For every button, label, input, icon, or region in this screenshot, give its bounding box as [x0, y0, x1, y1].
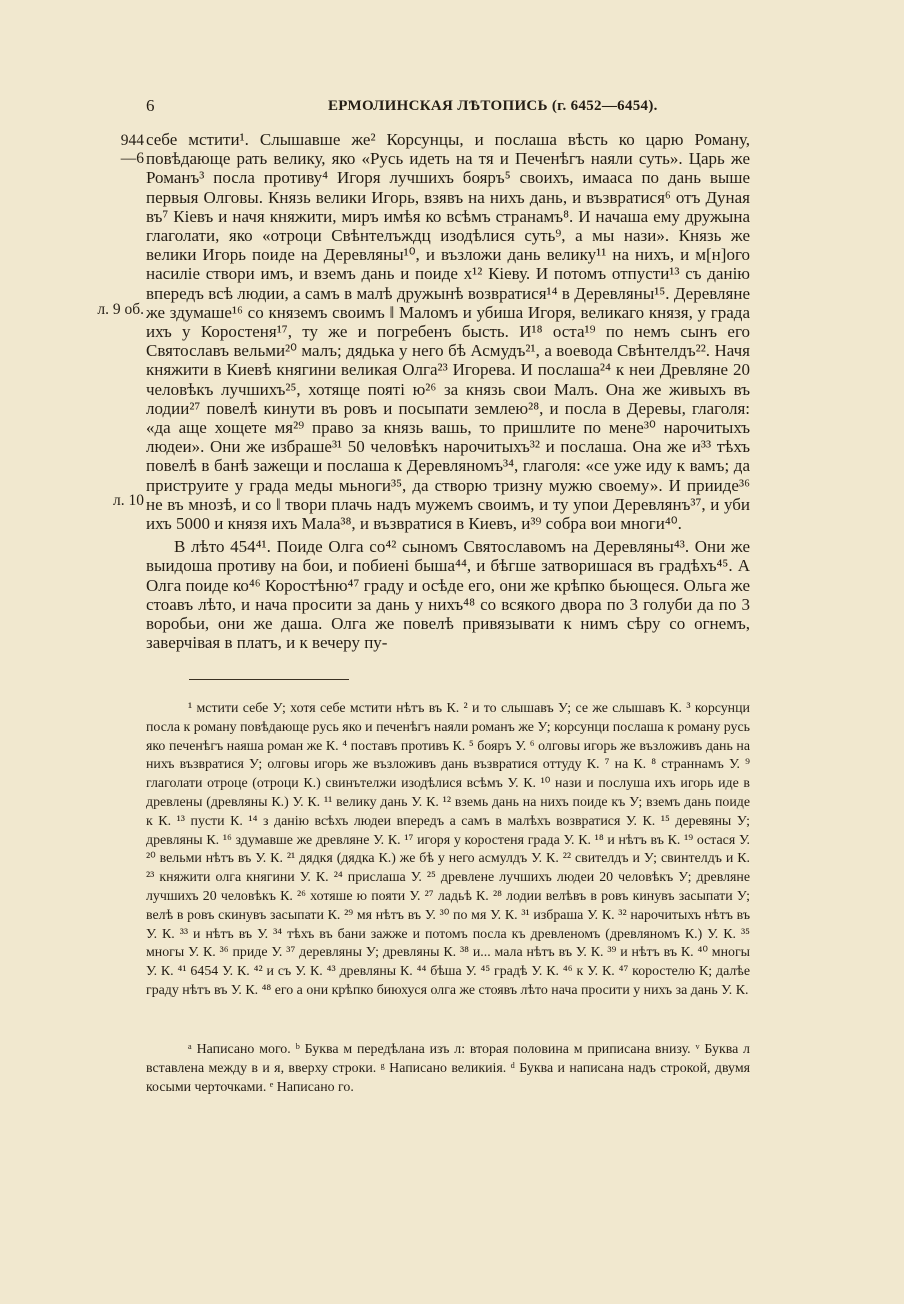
page-number: 6: [146, 96, 155, 115]
margin-dash-note: —6: [120, 150, 144, 167]
margin-year-note: 944: [120, 132, 144, 149]
editorial-footnotes: ᵃ Написано мого. ᵇ Буква м передѣлана изъ л: вторая половина м приписана внизу. ᵛ Буква л вставлена между в и я, вверху строки. ᵍ Написано великиія. ᵈ Буква и написана надъ строкой, двумя косыми черточками. ᵉ Написано го.: [146, 1042, 750, 1095]
footnote-separator: [189, 679, 349, 680]
body-paragraph-2: В лѣто 454⁴¹. Поиде Олга со⁴² сыномъ Святославомъ на Деревляны⁴³. Они же выидоша противу на бои, и побиені быша⁴⁴, и бѣгше затворишася въ градѣхъ⁴⁵. А Олга поиде ко⁴⁶ Коростѣню⁴⁷ граду и осѣде его, они же крѣпко бьющеся. Ольга же стоавъ лѣто, и нача просити за дань у нихъ⁴⁸ со всякого двора по 3 голуби да по 3 воробьи, они же даша. Олга же повелѣ привязывати к нимъ сѣру со огнемъ, заверчівая в платъ, и к вечеру пу-: [146, 537, 750, 653]
margin-leaf-10: л. 10: [113, 492, 144, 509]
main-text: [146, 130, 750, 652]
running-head: ЕРМОЛИНСКАЯ ЛѢТОПИСЬ (г. 6452—6454).: [328, 98, 658, 114]
body-paragraph-1: себе мстити¹. Слышавше же² Корсунцы, и послаша вѣсть ко царю Роману, повѣдающе рать велику, яко «Русь идеть на тя и Печенѣгъ наяли суть». Царь же Романъ³ посла противу⁴ Игоря лучшихъ бояръ⁵ своихъ, имааса по дань выше первыя Олговы. Князь велики Игорь, взявъ на нихъ дань, и възвратися⁶ отъ Дуная въ⁷ Кіевъ и начя княжити, миръ имѣя ко всѣмъ странамъ⁸. И начаша ему дружына глаголати, яко «отроци Свѣнтелъждц изодѣлися суть⁹, а мы нази». Князь же велики Игорь поиде на Деревляны¹⁰, и възложи дань велику¹¹ на нихъ, и м[н]ого насиліе створи имъ, и вземъ дань и поиде х¹² Кіеву. И потомъ отпусти¹³ съ данію впередъ всѣ людии, а самъ в малѣ дружынѣ возвратися¹⁴ в Деревляны¹⁵. Деревляне же здумаше¹⁶ со княземъ своимъ ‖ Маломъ и убиша Игоря, великаго князя, у града ихъ у Коростеня¹⁷, ту же и погребенъ бысть. И¹⁸ оста¹⁹ по немъ сынъ его Святославъ вельми²⁰ малъ; дядька у него бѣ Асмудъ²¹, а воевода Свѣнтелдъ²². Начя княжити в Киевѣ княгини великая Олга²³ Игорева. И послаша²⁴ к неи Древляне 20 человѣкъ лучшихъ²⁵, хотяще пояті ю²⁶ за князь свои Малъ. Она же живыхъ въ лодии²⁷ повелѣ кинути въ ровъ и посыпати землею²⁸, и посла в Деревы, глаголя: «да аще хощете мя²⁹ право за князь вашь, то пришлите по мене³⁰ нарочитыхъ людеи». Они же избраше³¹ 50 человѣкъ нарочитыхъ³² и послаша. Она же и³³ тѣхъ повелѣ в банѣ зажещи и послаша к Деревляномъ³⁴, глаголя: «се уже иду к вамъ; да приструите у града меды мьноги³⁵, да створю тризну мужю своему». И прииде³⁶ не въ мнозѣ, и со ‖ твори плачь надъ мужемъ своимъ, и ту упои Деревлянъ³⁷, и уби ихъ 5000 и князя ихъ Мала³⁸, и възвратися в Киевъ, и³⁹ собра вои многи⁴⁰.: [146, 130, 750, 534]
variant-footnotes: ¹ мстити себе У; хотя себе мстити нѣтъ въ К. ² и то слышавъ У; се же слышавъ К. ³ корсунци посла к роману повѣдающе русь яко и печенѣгъ наяли романъ же У; корсунци послаша к роману русь яко печенѣгъ наяша роман же К. ⁴ поставъ противъ К. ⁵ бояръ У. ⁶ олговы игорь же възложивъ дань на нихъ възвратися У; олговы игорь же възложивъ дань възвратися оттуду К. ⁷ на К. ⁸ страннамъ У. ⁹ глаголати отроце (отроци К.) свинътелжи изодѣлися всѣмъ У. К. ¹⁰ нази и послуша ихъ игорь иде в древлены (древляны К.) У. К. ¹¹ велику дань У. К. ¹² вземь дань на нихъ поиде къ У; вземъ дань поиде к К. ¹³ пусти К. ¹⁴ з данію всѣхъ людеи впередъ а самъ в малѣхъ возвратися У. К. ¹⁵ деревяны У; древляны К. ¹⁶ здумавше же древляне У. К. ¹⁷ игоря у коростеня града У. К. ¹⁸ и нѣтъ въ К. ¹⁹ остася У. ²⁰ вельми нѣтъ въ У. К. ²¹ дядкя (дядка К.) же бѣ у него асмулдъ У. К. ²² свителдъ и У; свинтелдъ и К. ²³ княжити олга княгини У. К. ²⁴ прислаша У. ²⁵ древлене лучшихъ людеи 20 человѣкъ У; древляне лучшихъ 20 человѣкъ К. ²⁶ хотяше ю пояти У. ²⁷ ладьѣ К. ²⁸ лодии велѣвъ в ровъ кинувъ засыпати У; велѣ в ровъ скинувъ засыпати К. ²⁹ мя нѣтъ въ У. ³⁰ по мя У. К. ³¹ избраша У. К. ³² нарочитыхъ нѣтъ въ У. К. ³³ и нѣтъ въ У. ³⁴ тѣхъ въ бани зажже и потомъ посла къ древленомъ (древляномъ К.) У. К. ³⁵ многы У. К. ³⁶ приде У. ³⁷ деревляны У; древляны К. ³⁸ и... мала нѣтъ въ У. К. ³⁹ и нѣтъ въ К. ⁴⁰ многы У. К. ⁴¹ 6454 У. К. ⁴² и съ У. К. ⁴³ древляны К. ⁴⁴ бѣша У. ⁴⁵ градѣ У. К. ⁴⁶ к У. К. ⁴⁷ коростелю К; далѣе граду нѣтъ въ У. К. ⁴⁸ его а они крѣпко биюхуся олга же стоявъ лѣто нача просити у нихъ за дань У. К.: [146, 701, 750, 998]
margin-leaf-9-verso: л. 9 об.: [97, 301, 144, 318]
